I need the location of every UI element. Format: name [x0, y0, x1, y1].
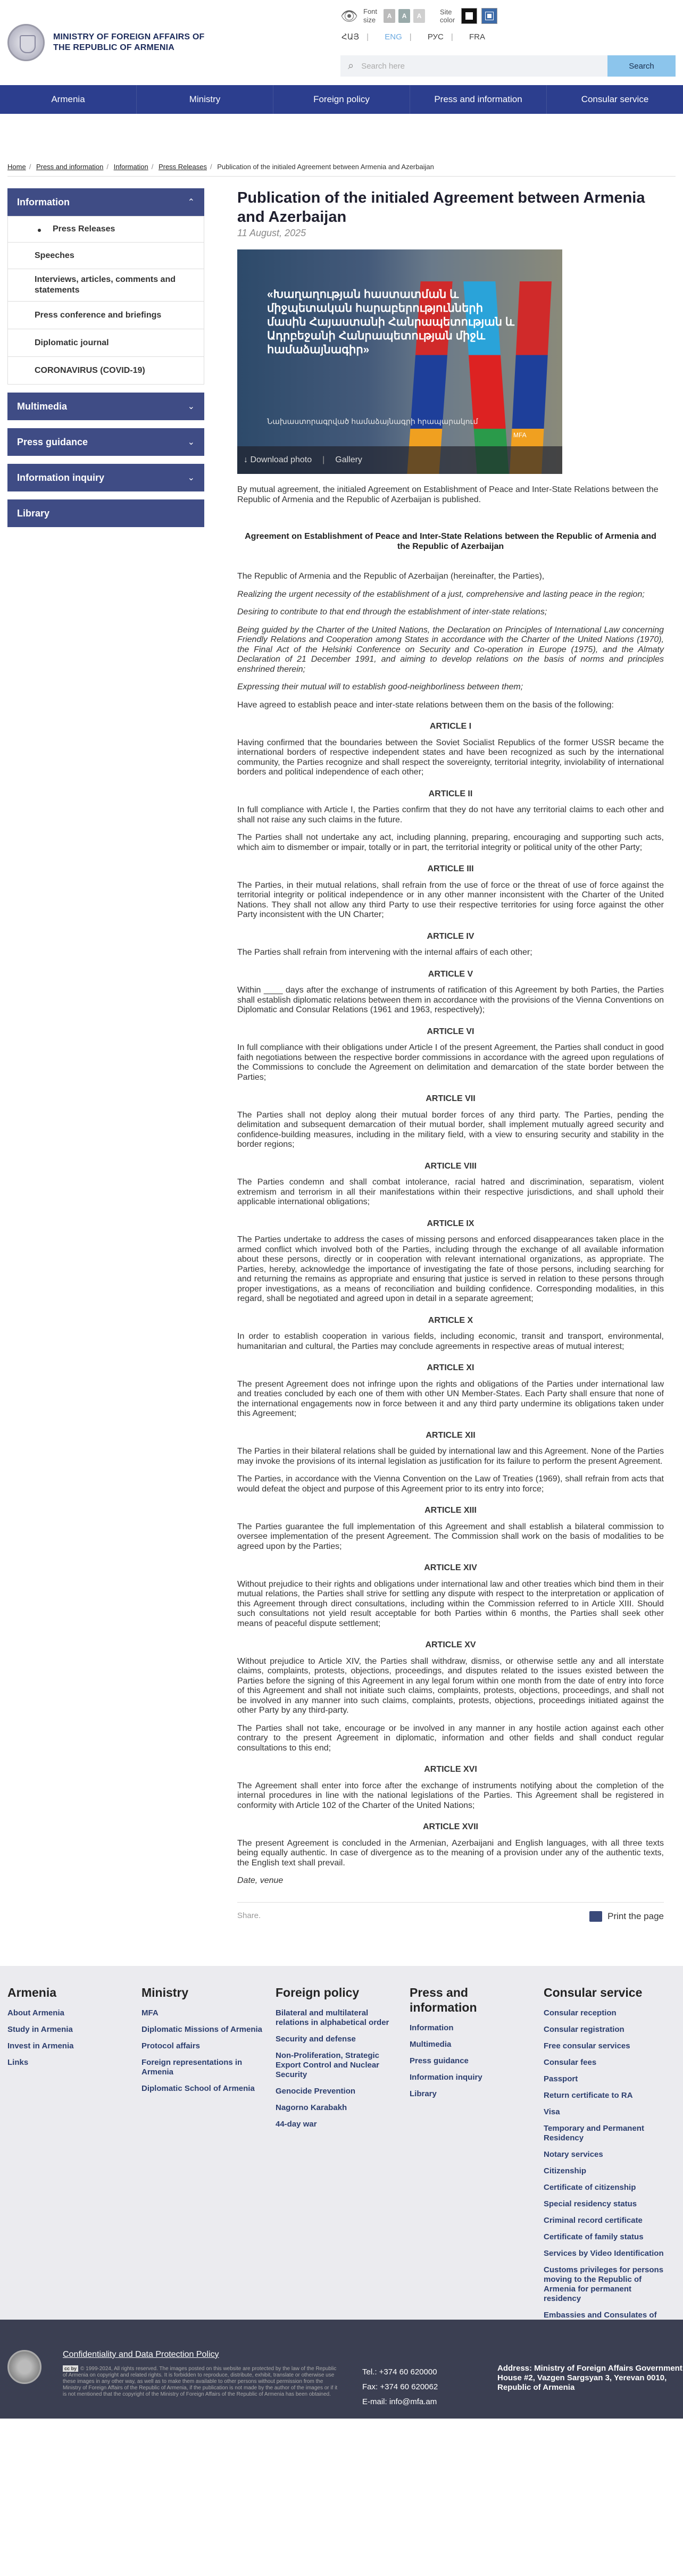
article-heading: ARTICLE XII	[426, 1430, 476, 1440]
address: Address: Ministry of Foreign Affairs Government House #2, Vazgen Sargsyan 3, Yerevan 0010, Republic of Armenia	[497, 2363, 682, 2392]
printer-icon	[589, 1911, 602, 1922]
article-paragraph: The Parties in their bilateral relations shall be guided by international law and this Agreement. None of the Parties may invoke the provisions of its internal legislation as justification for its failure to perform the present Agreement.	[237, 1447, 664, 1466]
twitter-icon[interactable]: t	[519, 2434, 522, 2443]
article-paragraph: The Parties shall refrain from intervening with the internal affairs of each other;	[237, 948, 532, 957]
nav-consular-service[interactable]: Consular service	[581, 94, 649, 104]
print-button[interactable]: Print the page	[589, 1911, 664, 1922]
article-heading: ARTICLE VIII	[424, 1161, 477, 1171]
article-paragraph: Without prejudice to Article XIV, the Parties shall withdraw, dismiss, or otherwise settle any and all interstate claims, complaints, protests, objections, proceedings, and disputes related to the issues existed between the Parties before the signing of this Agreement in any legal forum within one month from the date of entry into force of this Agreement and shall not initiate such claims, complaints, protests, objections, proceedings, and shall not be involved in any manner into such claims, complaints, protests, objections, proceedings initiated against the other Party by any third-party.	[237, 1656, 664, 1715]
lang-hy[interactable]: ՀԱՅ	[342, 32, 360, 41]
search-button[interactable]: Search	[607, 55, 676, 77]
footer-link[interactable]: Security and defense	[276, 2034, 356, 2044]
sidebar-item-covid[interactable]: CORONAVIRUS (COVID-19)	[7, 357, 204, 385]
article-heading: ARTICLE III	[427, 864, 474, 873]
article-paragraph: The Parties shall not deploy along their mutual border forces of any third party. The Parties, pending the delimitation and subsequent demarcation of their mutual border, shall implement mutually agreed security and confidence-building measures, including in the military field, with a view to ensuring security and stability in the border regions;	[237, 1110, 664, 1149]
footer-link[interactable]: Services by Video Identification	[544, 2248, 664, 2258]
article-image[interactable]	[237, 249, 562, 474]
footer-column	[410, 1985, 544, 2320]
footer-link[interactable]: Library	[410, 2089, 437, 2098]
privacy-policy-link[interactable]: Confidentiality and Data Protection Policy	[63, 2349, 219, 2359]
article-paragraph: The Parties shall not take, encourage or be involved in any manner in any hostile action against each other contrary to the present Agreement in diplomatic, information and other fields and shall conduct regular consultations to this end;	[237, 1723, 664, 1753]
instagram-icon[interactable]: ◎	[553, 2434, 561, 2444]
footer-column-title[interactable]: Consular service	[544, 1985, 643, 1999]
footer-link[interactable]: Non-Proliferation, Strategic Export Control and Nuclear Security	[276, 2050, 380, 2079]
article-heading: ARTICLE XI	[427, 1363, 474, 1372]
share-bar	[237, 1902, 664, 1922]
footer-link[interactable]: Links	[7, 2057, 29, 2067]
footer-link[interactable]: Free consular services	[544, 2041, 630, 2050]
font-size-medium-button[interactable]: A	[398, 9, 410, 23]
article-paragraph: The Parties undertake to address the cases of missing persons and enforced disappearances taken place in the armed conflict which involved both of the Parties, including through the exchange of all available information about these persons, directly or in cooperation with relevant international organizations, as appropriate. The Parties, hereby, acknowledge the importance of investigating the fate of those persons, including searching for and returning the remains as appropriate and ensuring that justice is served in relation to these persons through proper investigations, as a means of reconciliation and building confidence. Corresponding modalities, in this regard, shall be negotiated and agreed upon in detail in a separate agreement;	[237, 1235, 664, 1303]
article-paragraph: The present Agreement does not infringe upon the rights and obligations of the Parties under international law and treaties concluded by each one of them with other UN Member-States. Each Party shall ensure that none of the international engagements now in force between it and any third party undermine its obligations taken under this Agreement;	[237, 1379, 664, 1418]
article-paragraph: Without prejudice to their rights and obligations under international law and other treaties which bind them in their mutual relations, the Parties shall strive for settling any dispute with respect to the interpretation or application of this Agreement through direct consultations, including within the Commission referred to in Article XIII. Should such consultations not yield result acceptable for both Parties within 6 months, the Parties shall seek other means of peaceful dispute settlement;	[237, 1579, 664, 1628]
footer-link[interactable]: Study in Armenia	[7, 2024, 73, 2034]
footer-link[interactable]: Press guidance	[410, 2056, 469, 2065]
article-heading: ARTICLE I	[429, 722, 472, 731]
site-header	[0, 0, 683, 85]
footer-link[interactable]: Genocide Prevention	[276, 2086, 356, 2096]
youtube-icon[interactable]: ▶	[536, 2434, 542, 2444]
footer-column	[7, 1985, 141, 2320]
article	[237, 188, 664, 1922]
mfa-watermark: MFA	[513, 431, 527, 439]
fax: Fax: +374 60 620062	[362, 2382, 438, 2391]
footer-link[interactable]: About Armenia	[7, 2008, 64, 2018]
footer-link[interactable]: Invest in Armenia	[7, 2041, 74, 2050]
nav-ministry[interactable]: Ministry	[137, 85, 273, 114]
copyright-notice: cc by © 1999-2024, All rights reserved. The images posted on this website are protected by the law of the Republic of Armenia on copyright and related rights. It is forbidden to reproduce, distribute, exhibit, translate or otherwise use these images in any other way, as well as to make them available to other persons without permission from the Ministry of Foreign Affairs of the Republic of Armenia, if the publication is not made by the author of the images or if it is not mentioned that the copyright of the Ministry of Foreign Affairs of the Republic of Armenia has been obtained.	[63, 2365, 338, 2397]
header-tools	[340, 7, 638, 41]
sidebar-information[interactable]: Information ⌃	[7, 188, 204, 216]
breadcrumb-information[interactable]: Information	[113, 163, 148, 171]
article-paragraph: Within ____ days after the exchange of instruments of ratification of this Agreement by both Parties, the Parties shall establish diplomatic relations between them in accordance with the provisions of the Vienna Conventions on Diplomatic and Consular Relations (1961 and 1963, respectively);	[237, 986, 664, 1014]
footer-link[interactable]: Certificate of family status	[544, 2232, 644, 2241]
article-heading: ARTICLE V	[428, 969, 473, 979]
coat-of-arms-icon	[7, 24, 45, 61]
ministry-logo[interactable]	[7, 24, 205, 61]
article-paragraph: Having confirmed that the boundaries between the Soviet Socialist Republics of the former USSR became the international borders of respective independent states and have been recognized as such by the international community, the Parties recognize and shall respect the sovereignty, territorial integrity, inviolability of international borders and political independence of each other;	[237, 738, 664, 777]
main-nav	[0, 85, 683, 114]
accessibility-eye-icon[interactable]: 👁	[340, 7, 359, 24]
footer-bottom	[0, 2320, 683, 2444]
sidebar-item-interviews[interactable]: Interviews, articles, comments and statements	[7, 269, 204, 302]
breadcrumb-press[interactable]: Press and information	[36, 163, 104, 171]
footer-link[interactable]: Citizenship	[544, 2166, 587, 2175]
preamble-paragraph: The Republic of Armenia and the Republic of Azerbaijan (hereinafter, the Parties),	[237, 572, 545, 581]
sidebar-multimedia[interactable]: Multimedia ⌄	[7, 393, 204, 420]
closing-line: Date, venue	[237, 1876, 284, 1885]
footer-column-title[interactable]: Armenia	[7, 1985, 57, 1999]
color-scheme-blue-button[interactable]	[481, 8, 497, 24]
lang-fr[interactable]: FRA	[469, 32, 485, 41]
breadcrumb-press-releases[interactable]: Press Releases	[158, 163, 207, 171]
sidebar-library[interactable]: Library	[7, 499, 204, 527]
breadcrumb-home[interactable]: Home	[7, 163, 26, 171]
sidebar-item-diplomatic-journal[interactable]: Diplomatic journal	[7, 329, 204, 357]
sidebar-item-speeches[interactable]: Speeches	[7, 243, 204, 269]
footer-link[interactable]: Foreign representations in Armenia	[141, 2057, 243, 2077]
footer-link[interactable]: Customs privileges for persons moving to the Republic of Armenia for permanent residency	[544, 2265, 664, 2303]
color-scheme-dark-button[interactable]	[461, 8, 477, 24]
footer-link[interactable]: Passport	[544, 2074, 578, 2083]
gallery-link[interactable]: Gallery	[335, 455, 362, 464]
article-paragraph: The Parties guarantee the full implementation of this Agreement and shall establish a bilateral commission to oversee implementation of the present Agreement. The Commission shall work on the basis of modalities to be agreed upon by the Parties;	[237, 1522, 664, 1551]
footer-column-title[interactable]: Press and information	[410, 1985, 477, 2014]
footer-link[interactable]: Information	[410, 2023, 454, 2032]
article-heading: ARTICLE IX	[427, 1219, 474, 1228]
lang-ru[interactable]: РУС	[427, 32, 444, 41]
article-heading: ARTICLE II	[428, 789, 473, 798]
article-heading: ARTICLE XIV	[424, 1563, 477, 1572]
footer-link[interactable]: Diplomatic Missions of Armenia	[141, 2024, 262, 2034]
article-heading: ARTICLE IV	[427, 931, 474, 941]
image-caption: «Խաղաղության հաստատման և միջպետական հարաբերությունների մասին Հայաստանի Հանրապետության և Ադրբեջանի Հանրապետության միջև համաձայնագիր»	[267, 288, 514, 356]
sidebar-item-press-releases[interactable]: Press Releases	[7, 216, 204, 243]
footer-link[interactable]: Return certificate to RA	[544, 2090, 633, 2100]
footer-link[interactable]: Protocol affairs	[141, 2041, 201, 2050]
sidebar-press-guidance[interactable]: Press guidance ⌄	[7, 428, 204, 456]
footer-link[interactable]: Special residency status	[544, 2199, 637, 2208]
tiktok-icon[interactable]: ♪	[573, 2434, 577, 2443]
preamble-paragraph: Have agreed to establish peace and inter-state relations between them on the basis of the following:	[237, 700, 614, 710]
font-size-small-button[interactable]: A	[384, 9, 395, 23]
footer-link[interactable]: Temporary and Permanent Residency	[544, 2123, 644, 2143]
article-paragraph: The Parties condemn and shall combat intolerance, racial hatred and discrimination, separatism, violent extremism and terrorism in all their manifestations within their respective jurisdictions, and shall uphold their applicable international obligations;	[237, 1178, 664, 1206]
agreement-title: Agreement on Establishment of Peace and Inter-State Relations between the Republic of Armenia and the Republic of Azerbaijan	[245, 532, 656, 551]
agreement-body	[237, 572, 664, 1886]
article-paragraph: The Parties, in accordance with the Vienna Convention on the Law of Treaties (1969), shall refrain from acts that would defeat the object and purpose of this Agreement prior to its entry into force;	[237, 1474, 664, 1494]
footer-column	[544, 1985, 678, 2320]
article-paragraph: In order to establish cooperation in various fields, including economic, transit and transport, environmental, humanitarian and cultural, the Parties may conclude agreements in respective areas of mutual interest;	[237, 1332, 664, 1351]
article-paragraph: The Agreement shall enter into force after the exchange of instruments notifying about the completion of the internal procedures in line with the national legislations of the Parties. This Agreement shall be registered in conformity with Article 102 of the Charter of the United Nations;	[237, 1781, 664, 1810]
coat-of-arms-icon	[7, 2350, 41, 2384]
contact-info	[362, 2365, 438, 2410]
chevron-down-icon: ⌄	[187, 438, 195, 447]
share-link[interactable]: Share.	[237, 1911, 261, 1920]
article-heading: ARTICLE VII	[426, 1094, 476, 1103]
article-paragraph: In full compliance with their obligations under Article I of the present Agreement, the Parties shall conduct in good faith negotiations between the respective border commissions in accordance with the agreed upon regulations of the Commissions to conclude the Agreement on delimitation and demarcation of the state border between the Parties;	[237, 1043, 664, 1082]
footer-link[interactable]: Multimedia	[410, 2039, 452, 2049]
preamble-paragraph: Expressing their mutual will to establish good-neighborliness between them;	[237, 682, 523, 691]
preamble-paragraph: Realizing the urgent necessity of the establishment of a just, comprehensive and lasting peace in the region;	[237, 589, 645, 599]
search-bar	[340, 55, 676, 77]
chevron-up-icon: ⌃	[187, 198, 195, 207]
article-heading: ARTICLE XVII	[422, 1822, 478, 1831]
breadcrumb: Home / Press and information / Information / Press Releases / Publication of the initialed Agreement between Armenia and Azerbaijan	[7, 163, 676, 177]
publish-date: 11 August, 2025	[237, 228, 306, 238]
breadcrumb-current: Publication of the initialed Agreement between Armenia and Azerbaijan	[217, 163, 434, 171]
image-toolbar: ↓ Download photo | Gallery	[237, 446, 562, 474]
footer-link[interactable]: Information inquiry	[410, 2072, 482, 2082]
footer-link[interactable]: Notary services	[544, 2149, 603, 2159]
footer-link[interactable]: Criminal record certificate	[544, 2215, 643, 2225]
image-subcaption: Նախաստորագրված համաձայնագրի հրապարակում	[267, 417, 478, 426]
download-photo-link[interactable]: ↓ Download photo	[244, 455, 312, 464]
footer-link[interactable]: Consular fees	[544, 2057, 597, 2067]
language-switcher: ՀԱՅ | ENG | РУС | FRA	[342, 32, 485, 41]
footer-column	[276, 1985, 410, 2320]
nav-press-and-information[interactable]: Press and information	[410, 85, 547, 114]
footer-link[interactable]: Nagorno Karabakh	[276, 2103, 347, 2112]
page-title: Publication of the initialed Agreement between Armenia and Azerbaijan	[237, 189, 645, 226]
creative-commons-badge: cc by	[63, 2365, 78, 2372]
linkedin-icon[interactable]: in	[589, 2434, 597, 2443]
footer-link[interactable]: Certificate of citizenship	[544, 2182, 636, 2192]
footer-link[interactable]: Consular registration	[544, 2024, 624, 2034]
article-paragraph: In full compliance with Article I, the Parties confirm that they do not have any territorial claims to each other and shall not raise any such claims in the future.	[237, 805, 664, 824]
site-color-label: Site color	[440, 8, 455, 24]
article-paragraph: The Parties shall not undertake any act, including planning, preparing, encouraging and supporting such acts, which aim to dismember or impair, totally or in part, the territorial integrity or political unity of the other Party;	[237, 833, 664, 852]
chevron-down-icon: ⌄	[187, 473, 195, 482]
article-heading: ARTICLE X	[428, 1315, 473, 1325]
article-heading: ARTICLE XVI	[424, 1765, 477, 1774]
article-heading: ARTICLE XV	[425, 1640, 476, 1649]
sidebar-information-inquiry[interactable]: Information inquiry ⌄	[7, 464, 204, 491]
preamble-paragraph: Desiring to contribute to that end through the establishment of inter-state relations;	[237, 607, 547, 616]
article-heading: ARTICLE VI	[427, 1027, 474, 1036]
footer-link[interactable]: Consular reception	[544, 2008, 617, 2018]
preamble-paragraph: Being guided by the Charter of the United Nations, the Declaration on Principles of International Law concerning Friendly Relations and Cooperation among States in accordance with the Charter of the United Nations (1970), the Final Act of the Helsinki Conference on Security and Co-operation in Europe (1975), and the Almaty Declaration of 21 December 1991, and aiming to develop relations on the basis of norms and principles enshrined therein;	[237, 625, 664, 674]
search-input[interactable]: ⌕ Search here	[340, 55, 607, 77]
article-heading: ARTICLE XIII	[424, 1506, 477, 1515]
font-size-label: Font size	[363, 7, 378, 24]
social-links	[497, 2433, 624, 2444]
sidebar-item-press-conference[interactable]: Press conference and briefings	[7, 302, 204, 329]
footer-links	[0, 1966, 683, 2320]
article-paragraph: The present Agreement is concluded in the Armenian, Azerbaijani and English languages, with all three texts being equally authentic. In case of divergence as to the meaning of a provision under any of the authentic texts, the English text shall prevail.	[237, 1838, 664, 1868]
footer-link[interactable]: 44-day war	[276, 2119, 317, 2129]
telegram-icon[interactable]: ✈	[607, 2434, 615, 2444]
footer-link[interactable]: Embassies and Consulates of	[544, 2310, 657, 2320]
facebook-icon[interactable]: f	[501, 2434, 504, 2443]
footer-column	[141, 1985, 276, 2320]
footer-link[interactable]: Visa	[544, 2107, 560, 2116]
sidebar	[7, 188, 204, 1922]
ministry-name: MINISTRY OF FOREIGN AFFAIRS OF THE REPUBLIC OF ARMENIA	[53, 32, 205, 52]
article-lead: By mutual agreement, the initialed Agreement on Establishment of Peace and Inter-State Relations between the Republic of Armenia and the Republic of Azerbaijan is published.	[237, 485, 659, 504]
footer-column-title[interactable]: Foreign policy	[276, 1985, 360, 1999]
article-paragraph: The Parties, in their mutual relations, shall refrain from the use of force or the threat of use of force against the territorial integrity or political independence or in any other manner inconsistent with the Charter of the United Nations. They shall not allow any third Party to use their respective territories for using force against the other Party inconsistent with the UN Charter;	[237, 880, 664, 919]
lang-en[interactable]: ENG	[385, 32, 402, 41]
footer-link[interactable]: Bilateral and multilateral relations in alphabetical order	[276, 2008, 389, 2027]
search-icon: ⌕	[348, 60, 354, 72]
footer-link[interactable]: MFA	[141, 2008, 159, 2018]
footer-column-title[interactable]: Ministry	[141, 1985, 189, 1999]
nav-armenia[interactable]: Armenia	[0, 85, 137, 114]
email[interactable]: E-mail: info@mfa.am	[362, 2397, 437, 2406]
nav-foreign-policy[interactable]: Foreign policy	[273, 85, 410, 114]
font-size-large-button[interactable]: A	[413, 9, 425, 23]
phone[interactable]: Tel.: +374 60 620000	[362, 2367, 437, 2377]
footer-link[interactable]: Diplomatic School of Armenia	[141, 2083, 255, 2093]
chevron-down-icon: ⌄	[187, 402, 195, 411]
